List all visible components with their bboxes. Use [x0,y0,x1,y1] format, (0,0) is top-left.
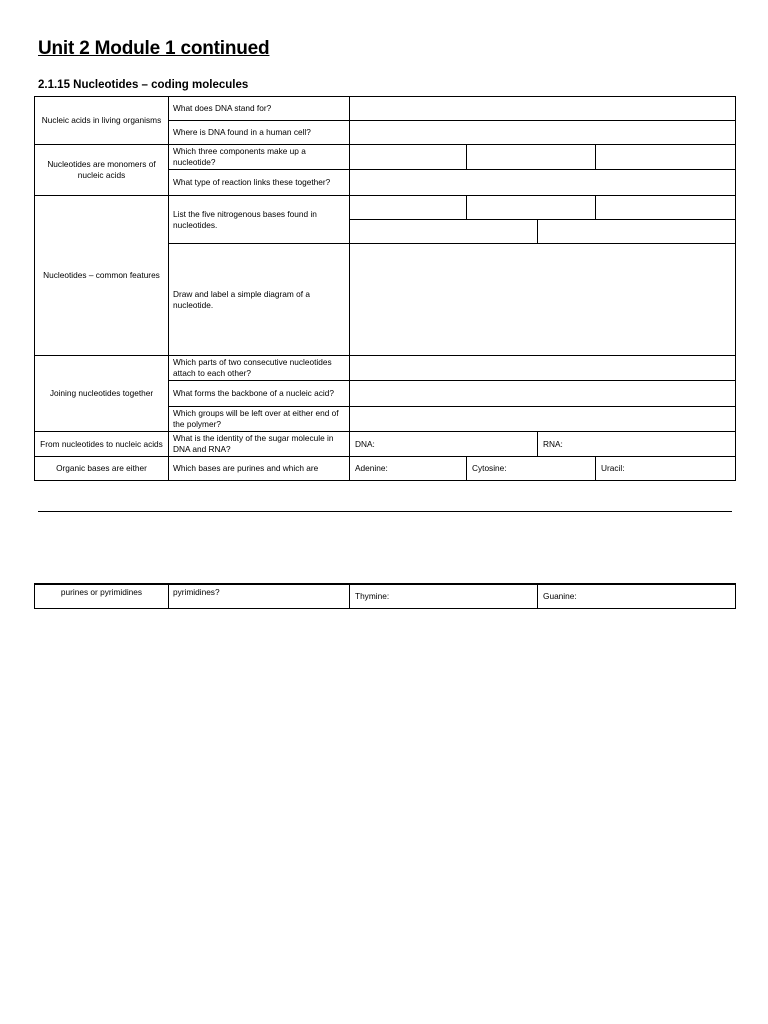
question-cell: What is the identity of the sugar molecule in DNA and RNA? [169,432,350,457]
cytosine-answer-field[interactable]: Cytosine: [467,457,596,481]
guanine-answer-field[interactable]: Guanine: [538,584,736,608]
worksheet-table-continued [34,583,736,609]
answer-field[interactable] [467,196,596,220]
worksheet-table [34,96,736,481]
table-row [35,145,736,170]
rna-answer-field[interactable]: RNA: [538,432,736,457]
topic-cell: Nucleotides – common features [35,196,169,356]
answer-field[interactable] [350,196,467,220]
answer-field[interactable] [350,381,736,407]
question-cell: Where is DNA found in a human cell? [169,121,350,145]
answer-field[interactable] [467,145,596,170]
answer-field[interactable] [350,170,736,196]
table-row [35,457,736,481]
thymine-answer-field[interactable]: Thymine: [350,584,538,608]
question-cell: Which groups will be left over at either end of the polymer? [169,407,350,432]
question-cell: Draw and label a simple diagram of a nucleotide. [169,244,350,356]
answer-field[interactable] [350,97,736,121]
dna-answer-field[interactable]: DNA: [350,432,538,457]
answer-field[interactable] [350,356,736,381]
question-cell: Which parts of two consecutive nucleotides attach to each other? [169,356,350,381]
question-cell: Which three components make up a nucleotide? [169,145,350,170]
question-cell: What does DNA stand for? [169,97,350,121]
table-row [35,432,736,457]
diagram-area[interactable] [350,244,736,356]
topic-cell: purines or pyrimidines [35,584,169,608]
topic-cell: Nucleotides are monomers of nucleic acids [35,145,169,196]
uracil-answer-field[interactable]: Uracil: [596,457,736,481]
answer-field[interactable] [350,407,736,432]
table-row [35,584,736,608]
answer-field[interactable] [538,220,736,244]
topic-cell: Organic bases are either [35,457,169,481]
section-heading: 2.1.15 Nucleotides – coding molecules [38,79,249,91]
question-cell: pyrimidines? [169,584,350,608]
page-break-line [38,511,732,512]
question-cell: What forms the backbone of a nucleic acid? [169,381,350,407]
table-row [35,196,736,220]
question-cell: List the five nitrogenous bases found in nucleotides. [169,196,350,244]
table-row [35,97,736,121]
answer-field[interactable] [596,196,736,220]
answer-field[interactable] [350,121,736,145]
topic-cell: From nucleotides to nucleic acids [35,432,169,457]
topic-cell: Nucleic acids in living organisms [35,97,169,145]
page-title: Unit 2 Module 1 continued [38,38,270,59]
answer-field[interactable] [596,145,736,170]
answer-field[interactable] [350,145,467,170]
adenine-answer-field[interactable]: Adenine: [350,457,467,481]
question-cell: What type of reaction links these together? [169,170,350,196]
question-cell: Which bases are purines and which are [169,457,350,481]
answer-field[interactable] [350,220,538,244]
table-row [35,356,736,381]
topic-cell: Joining nucleotides together [35,356,169,432]
